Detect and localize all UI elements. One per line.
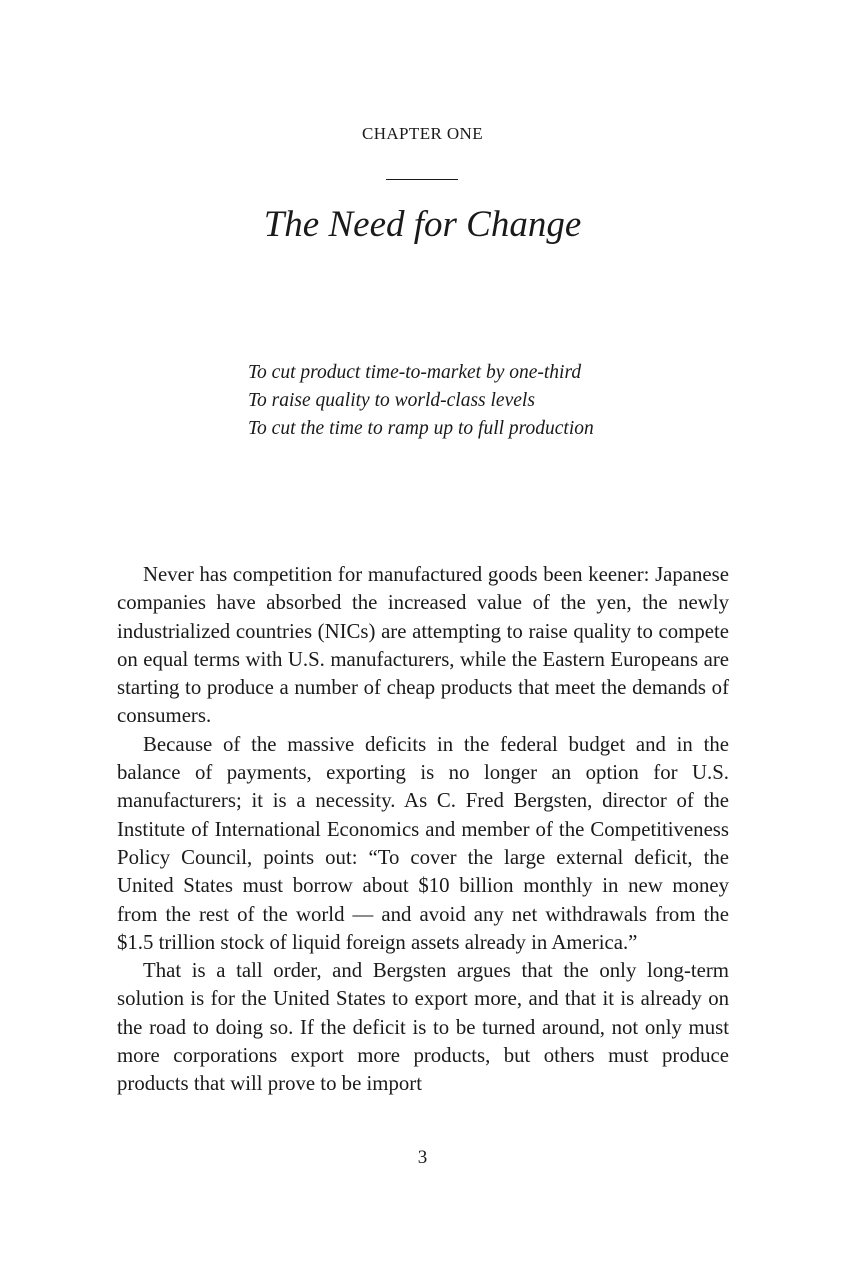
epigraph-line: To cut product time-to-market by one-third [248,362,582,383]
epigraph [248,359,594,443]
paragraph: Never has competition for manufactured goods been keener: Japanese companies have absorbed the increased value of the yen, the newly industrialized countries (NICs) are attempting to raise quality to compete on equal terms with U.S. manufacturers, while the Eastern Europeans are starting to produce a number of cheap products that meet the demands of consumers. [117,563,729,728]
epigraph-line: To cut the time to ramp up to full production [248,418,594,439]
page-number: 3 [417,1147,428,1168]
chapter-label: CHAPTER ONE [361,124,484,143]
paragraph: That is a tall order, and Bergsten argues that the only long-term solution is for the United States to export more, and that it is already on the road to doing so. If the deficit is to be turned around, not only must more corporations export more products, but others must produce products that will prove to be import [117,959,729,1096]
epigraph-line: To raise quality to world-class levels [248,390,535,411]
body-text [117,561,729,1099]
chapter-title: The Need for Change [263,204,582,245]
title-rule [386,179,458,180]
paragraph: Because of the massive deficits in the federal budget and in the balance of payments, exporting is no longer an option for U.S. manufacturers; it is a necessity. As C. Fred Bergsten, director of the Institute of International Economics and member of the Competitiveness Policy Council, points out: “To cover the large external deficit, the United States must borrow about $10 billion monthly in new money from the rest of the world — and avoid any net withdrawals from the $1.5 trillion stock of liquid foreign assets already in America.” [117,732,729,954]
